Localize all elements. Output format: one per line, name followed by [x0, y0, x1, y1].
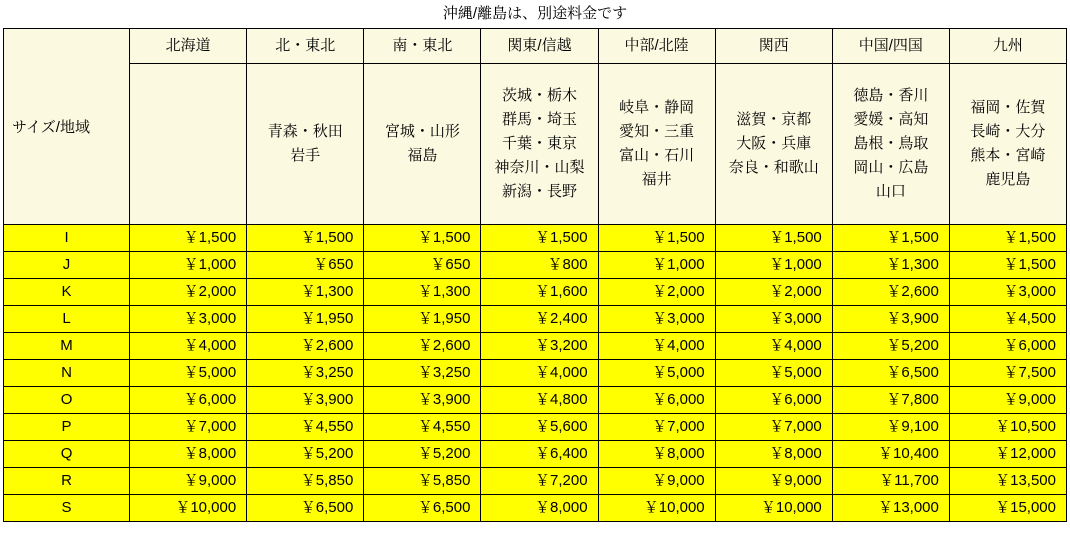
price-cell: ￥4,550 [247, 414, 364, 441]
table-row [4, 306, 1067, 333]
table-head [4, 29, 1067, 225]
table-row [4, 333, 1067, 360]
header-region-1: 北・東北 [247, 29, 364, 64]
price-cell: ￥12,000 [949, 441, 1066, 468]
price-cell: ￥11,700 [832, 468, 949, 495]
price-cell: ￥2,600 [364, 333, 481, 360]
price-cell: ￥2,000 [130, 279, 247, 306]
price-cell: ￥9,000 [598, 468, 715, 495]
price-cell: ￥4,800 [481, 387, 598, 414]
size-label: K [4, 279, 130, 306]
price-cell: ￥10,000 [598, 495, 715, 522]
price-cell: ￥1,500 [715, 225, 832, 252]
price-cell: ￥4,550 [364, 414, 481, 441]
table-row [4, 441, 1067, 468]
price-cell: ￥1,000 [130, 252, 247, 279]
price-cell: ￥13,000 [832, 495, 949, 522]
price-cell: ￥650 [364, 252, 481, 279]
header-region-7: 九州 [949, 29, 1066, 64]
price-cell: ￥10,400 [832, 441, 949, 468]
size-label: M [4, 333, 130, 360]
header-prefectures-2: 宮城・山形 福島 [364, 64, 481, 225]
table-row [4, 225, 1067, 252]
header-prefectures-4: 岐阜・静岡 愛知・三重 富山・石川 福井 [598, 64, 715, 225]
price-cell: ￥6,000 [715, 387, 832, 414]
size-label: L [4, 306, 130, 333]
price-cell: ￥6,500 [247, 495, 364, 522]
price-cell: ￥650 [247, 252, 364, 279]
table-row [4, 387, 1067, 414]
price-cell: ￥3,900 [832, 306, 949, 333]
price-cell: ￥1,000 [598, 252, 715, 279]
price-cell: ￥3,200 [481, 333, 598, 360]
price-cell: ￥1,300 [364, 279, 481, 306]
price-cell: ￥5,850 [364, 468, 481, 495]
price-cell: ￥5,200 [832, 333, 949, 360]
price-cell: ￥1,000 [715, 252, 832, 279]
remote-island-notice: 沖縄/離島は、別途料金です [442, 5, 628, 22]
size-label: I [4, 225, 130, 252]
header-region-3: 関東/信越 [481, 29, 598, 64]
price-cell: ￥10,000 [130, 495, 247, 522]
price-cell: ￥10,000 [715, 495, 832, 522]
price-cell: ￥6,400 [481, 441, 598, 468]
price-cell: ￥5,600 [481, 414, 598, 441]
price-cell: ￥6,000 [949, 333, 1066, 360]
price-cell: ￥1,500 [832, 225, 949, 252]
header-region-0: 北海道 [130, 29, 247, 64]
price-cell: ￥4,000 [715, 333, 832, 360]
price-cell: ￥7,800 [832, 387, 949, 414]
price-cell: ￥1,500 [949, 225, 1066, 252]
price-cell: ￥3,250 [364, 360, 481, 387]
price-cell: ￥6,500 [832, 360, 949, 387]
header-region-6: 中国/四国 [832, 29, 949, 64]
header-row-prefectures [4, 64, 1067, 225]
price-cell: ￥9,000 [949, 387, 1066, 414]
header-prefectures-1: 青森・秋田 岩手 [247, 64, 364, 225]
price-cell: ￥1,500 [130, 225, 247, 252]
price-cell: ￥1,500 [481, 225, 598, 252]
price-cell: ￥5,200 [364, 441, 481, 468]
price-cell: ￥3,000 [130, 306, 247, 333]
price-cell: ￥7,000 [715, 414, 832, 441]
header-region-5: 関西 [715, 29, 832, 64]
price-cell: ￥3,000 [715, 306, 832, 333]
price-cell: ￥7,000 [598, 414, 715, 441]
size-label: Q [4, 441, 130, 468]
price-cell: ￥1,500 [364, 225, 481, 252]
size-label: O [4, 387, 130, 414]
price-cell: ￥800 [481, 252, 598, 279]
price-cell: ￥9,000 [130, 468, 247, 495]
size-label: S [4, 495, 130, 522]
price-cell: ￥9,100 [832, 414, 949, 441]
price-cell: ￥2,000 [598, 279, 715, 306]
price-cell: ￥5,000 [715, 360, 832, 387]
price-cell: ￥7,200 [481, 468, 598, 495]
header-prefectures-6: 徳島・香川 愛媛・高知 島根・鳥取 岡山・広島 山口 [832, 64, 949, 225]
shipping-fee-table [3, 28, 1067, 522]
price-cell: ￥6,500 [364, 495, 481, 522]
price-cell: ￥2,000 [715, 279, 832, 306]
price-cell: ￥10,500 [949, 414, 1066, 441]
header-row-regions [4, 29, 1067, 64]
size-label: R [4, 468, 130, 495]
price-cell: ￥1,300 [247, 279, 364, 306]
table-row [4, 495, 1067, 522]
price-cell: ￥15,000 [949, 495, 1066, 522]
size-label: P [4, 414, 130, 441]
header-prefectures-0 [130, 64, 247, 225]
price-cell: ￥1,500 [247, 225, 364, 252]
price-cell: ￥1,500 [949, 252, 1066, 279]
header-size-region-label: サイズ/地域 [4, 29, 130, 225]
price-cell: ￥1,300 [832, 252, 949, 279]
price-cell: ￥8,000 [130, 441, 247, 468]
price-cell: ￥3,900 [247, 387, 364, 414]
price-cell: ￥7,500 [949, 360, 1066, 387]
table-row [4, 252, 1067, 279]
price-cell: ￥3,250 [247, 360, 364, 387]
price-cell: ￥7,000 [130, 414, 247, 441]
price-cell: ￥8,000 [598, 441, 715, 468]
size-label: J [4, 252, 130, 279]
price-cell: ￥4,000 [130, 333, 247, 360]
price-cell: ￥2,400 [481, 306, 598, 333]
price-cell: ￥4,000 [598, 333, 715, 360]
price-cell: ￥4,500 [949, 306, 1066, 333]
table-row [4, 360, 1067, 387]
header-region-2: 南・東北 [364, 29, 481, 64]
price-cell: ￥8,000 [481, 495, 598, 522]
price-cell: ￥1,500 [598, 225, 715, 252]
price-cell: ￥5,850 [247, 468, 364, 495]
price-cell: ￥3,000 [949, 279, 1066, 306]
header-prefectures-7: 福岡・佐賀 長崎・大分 熊本・宮崎 鹿児島 [949, 64, 1066, 225]
price-cell: ￥5,000 [598, 360, 715, 387]
header-region-4: 中部/北陸 [598, 29, 715, 64]
price-cell: ￥9,000 [715, 468, 832, 495]
header-prefectures-3: 茨城・栃木 群馬・埼玉 千葉・東京 神奈川・山梨 新潟・長野 [481, 64, 598, 225]
table-row [4, 414, 1067, 441]
size-label: N [4, 360, 130, 387]
table-row [4, 468, 1067, 495]
price-cell: ￥2,600 [247, 333, 364, 360]
price-cell: ￥1,950 [364, 306, 481, 333]
price-cell: ￥6,000 [598, 387, 715, 414]
price-cell: ￥4,000 [481, 360, 598, 387]
header-prefectures-5: 滋賀・京都 大阪・兵庫 奈良・和歌山 [715, 64, 832, 225]
price-cell: ￥6,000 [130, 387, 247, 414]
price-cell: ￥5,200 [247, 441, 364, 468]
price-cell: ￥13,500 [949, 468, 1066, 495]
price-cell: ￥2,600 [832, 279, 949, 306]
price-cell: ￥1,600 [481, 279, 598, 306]
price-cell: ￥3,000 [598, 306, 715, 333]
price-cell: ￥3,900 [364, 387, 481, 414]
price-cell: ￥5,000 [130, 360, 247, 387]
price-cell: ￥1,950 [247, 306, 364, 333]
table-body [4, 225, 1067, 522]
price-cell: ￥8,000 [715, 441, 832, 468]
table-row [4, 279, 1067, 306]
